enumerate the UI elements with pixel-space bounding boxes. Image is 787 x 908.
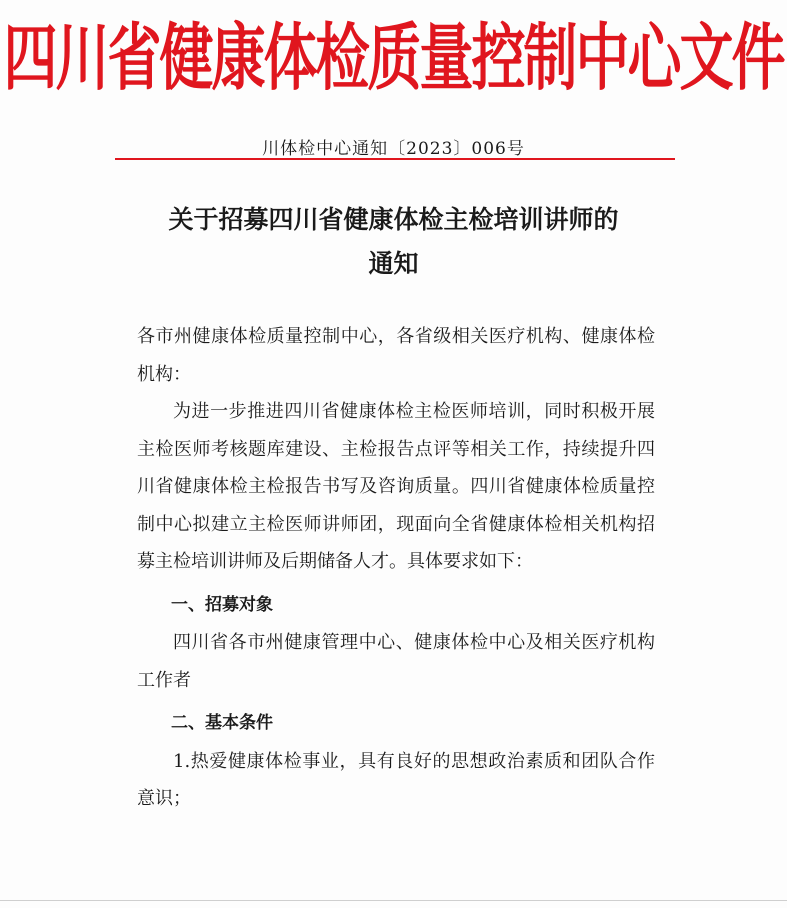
document-masthead: 四川省健康体检质量控制中心文件 <box>3 15 784 101</box>
document-title <box>120 198 667 286</box>
title-line-2: 通知 <box>368 249 419 278</box>
title-line-1: 关于招募四川省健康体检主检培训讲师的 <box>168 205 619 234</box>
section-2-item-1: 1.热爱健康体检事业，具有良好的思想政治素质和团队合作意识； <box>137 750 655 809</box>
page-bottom-edge <box>0 900 787 901</box>
document-number: 川体检中心通知〔2023〕006号 <box>262 139 525 159</box>
section-2-heading: 二、基本条件 <box>171 713 273 733</box>
intro-paragraph: 为进一步推进四川省健康体检主检医师培训，同时积极开展主检医师考核题库建设、主检报告点评等相关工作，持续提升四川省健康体检主检报告书写及咨询质量。四川省健康体检质量控制中心拟建立主检医师讲师团，现面向全省健康体检相关机构招募主检培训讲师及后期储备人才。具体要求如下： <box>137 401 655 572</box>
section-1-text: 四川省各市州健康管理中心、健康体检中心及相关医疗机构工作者 <box>137 632 655 691</box>
document-body <box>137 318 655 818</box>
salutation: 各市州健康体检质量控制中心，各省级相关医疗机构、健康体检机构： <box>137 326 655 385</box>
section-1-heading: 一、招募对象 <box>171 594 273 615</box>
red-divider <box>115 158 675 160</box>
